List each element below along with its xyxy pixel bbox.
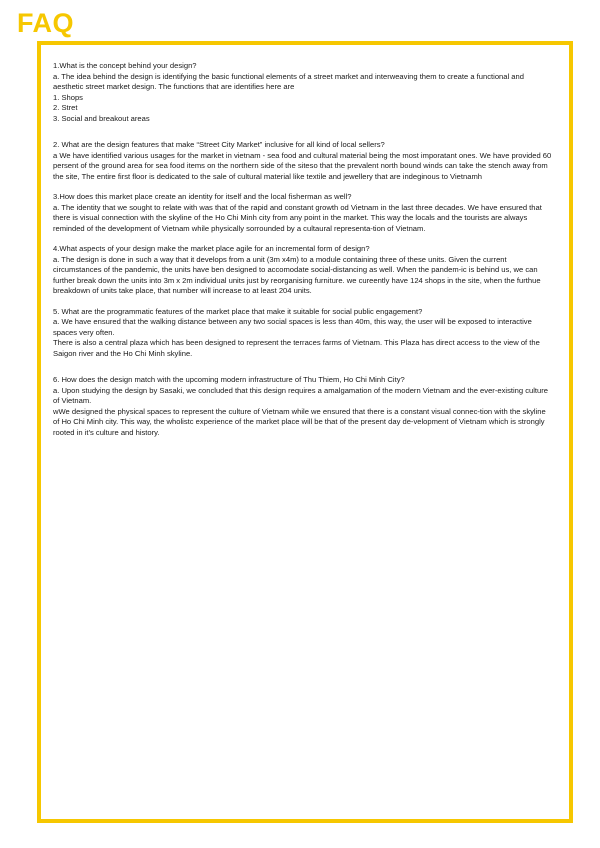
faq-question: 1.What is the concept behind your design?: [53, 61, 197, 70]
faq-answer: a. The idea behind the design is identifying the basic functional elements of a street market and interweaving them to create a functional and aesthetic street market design. The functions that are identifies here are: [53, 71, 524, 91]
faq-question: 2. What are the design features that make “Street City Market” inclusive for all kind of local sellers?: [53, 140, 385, 149]
faq-answer: a. The identity that we sought to relate with was that of the rapid and constant growth od Vietnam in the last three decades. We have ensured that there is visual connection with the skyline of the Ho Chi Minh city from any point in the market. This way the locals and the tourists are always reminded of the development of Vietnam while physically sorrounded by a cultaural representa-tion of Vietnam.: [53, 202, 542, 233]
faq-answer-list-item: 1. Shops: [53, 92, 83, 102]
faq-answer: There is also a central plaza which has been designed to represent the terraces farms of Vietnam. This Plaza has direct access to the view of the Saigon river and the Ho Chi Minh skyline.: [53, 338, 540, 358]
faq-item: [53, 307, 553, 360]
faq-answer-list-item: 2. Stret: [53, 103, 78, 112]
faq-question: 6. How does the design match with the upcoming modern infrastructure of Thu Thiem, Ho Chi Minh City?: [53, 375, 405, 384]
faq-item: [53, 375, 553, 438]
faq-answer-list-item: 3. Social and breakout areas: [53, 113, 150, 123]
faq-item: [53, 244, 553, 297]
faq-answer: a. Upon studying the design by Sasaki, we concluded that this design requires a amalgamation of the modern Vietnam and the ever-existing culture of Vietnam.: [53, 385, 549, 405]
faq-question: 4.What aspects of your design make the market place agile for an incremental form of design?: [53, 244, 370, 253]
faq-list: [53, 61, 553, 448]
faq-question: 3.How does this market place create an identity for itself and the local fisherman as well?: [53, 192, 352, 201]
faq-answer: wWe designed the physical spaces to represent the culture of Vietnam while we ensured that there is a constant visual connec-tion with the skyline of Ho Chi Minh city. This way, the wholistc experience of the market place will be that of the present day de-velopment of Vietnam which is strongly rooted in it’s culture and history.: [53, 406, 546, 437]
faq-item: [53, 61, 553, 124]
faq-answer: a We have identified various usages for the market in vietnam - sea food and cultural material being the most imporatant ones. We have provided 60 persent of the ground area for sea food items on the northern side of the siteso that the prevalent north bound winds can take the stench away from the site, The entire first floor is dedicated to the sale of cultural material like textile and jewellery that are indeginous to Vietnamh: [53, 150, 552, 181]
page-title: FAQ: [17, 8, 75, 38]
faq-item: [53, 192, 553, 234]
faq-item: [53, 140, 553, 182]
faq-answer: a. We have ensured that the walking distance between any two social spaces is less than 40m, this way, the user will be exposed to interactive spaces very often.: [53, 317, 532, 337]
faq-question: 5. What are the programmatic features of the market place that make it suitable for social public engagement?: [53, 306, 423, 316]
faq-answer: a. The design is done in such a way that it develops from a unit (3m x4m) to a module containing three of these units. Given the current circumstances of the pandemic, the units have ben designed to accomodate social-distancing as well. When the pandem-ic is behind us, we can further break down the units into 3m x 2m individual units just by reorganising furniture. we cureently have 124 shops in the site, when the furthue breakdown of units take place, that number will increase to at least 204 units.: [53, 254, 541, 295]
